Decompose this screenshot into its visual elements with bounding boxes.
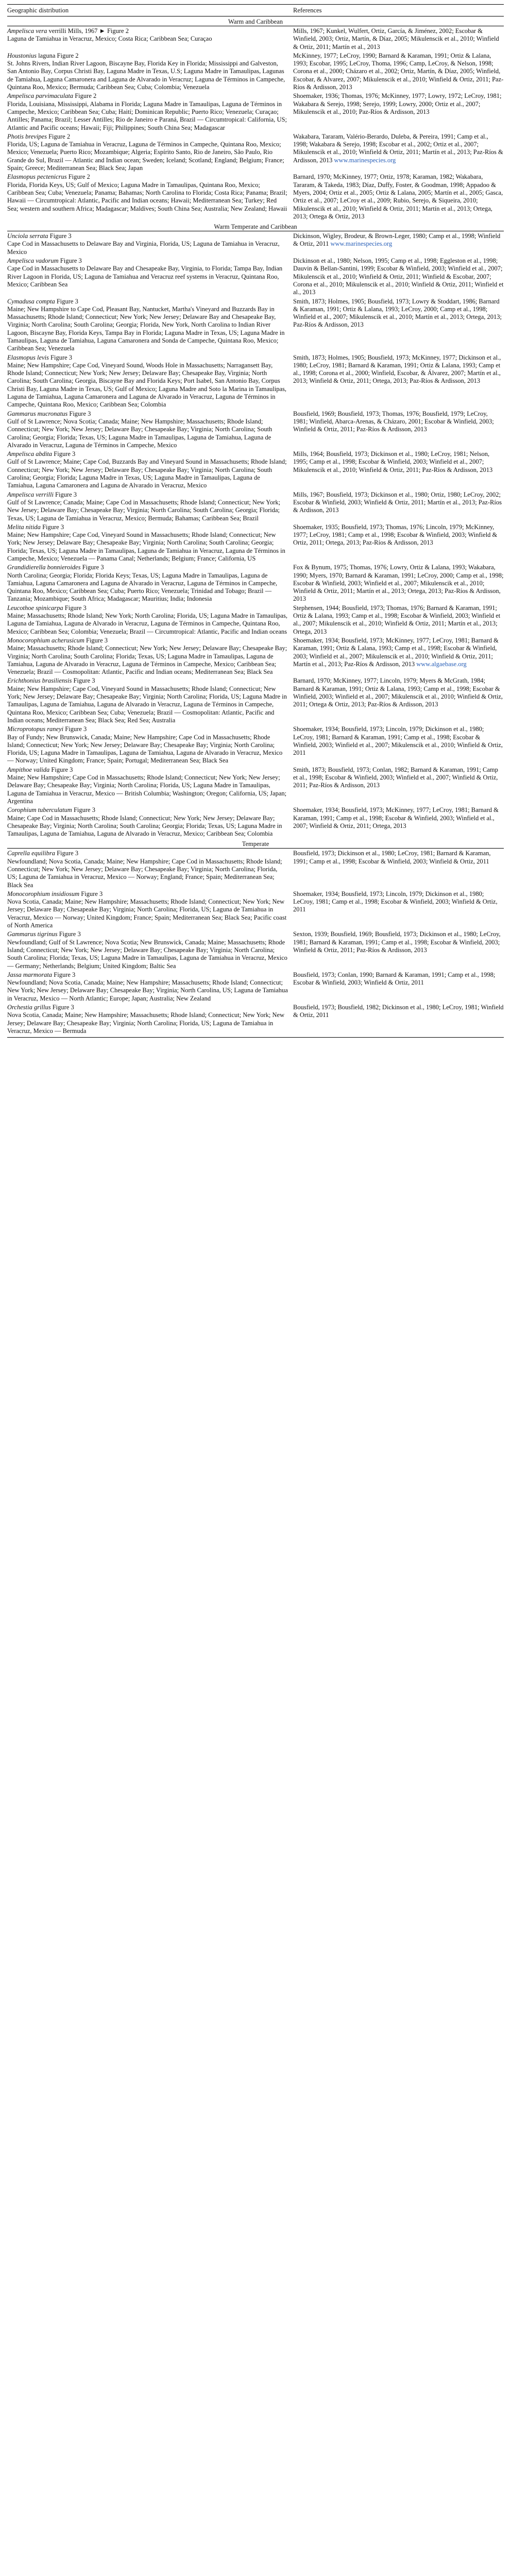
table-body (7, 16, 504, 1036)
species-name: Monocorophium acherusicum (7, 636, 84, 644)
references-text: Shoemaker, 1936; Thomas, 1976; McKinney, 1977; Lowry, 1972; LeCroy, 1981; Wakabara & Serejo, 1998; Serejo, 1999; Lowry, 2000; Ortiz et al., 2007; Mikulenscik et al., 2010; Paz-Ríos & Ardisson, 2013 (293, 92, 502, 115)
distribution-cell (7, 564, 293, 603)
references-cell (293, 604, 504, 636)
references-cell (293, 523, 504, 563)
distribution-cell (7, 491, 293, 522)
distribution-text: Maine; Massachusetts; Rhode Island; Connecticut; New York; New Jersey; Delaware Bay; Chesapeake Bay; Virginia; North Carolina; South Carolina; Florida; Texas, US; Laguna Madre in Tamaulipas, Laguna de Tamiahua, Laguna de Alvarado in Veracruz, Laguna de Términos in Campeche, Mexico; Caribbean Sea; Venezuela; Brazil — Cosmopolitan: Atlantic, Pacific and Indian oceans; Mediterranean Sea; Black Sea (7, 645, 287, 676)
distribution-text: Newfoundland; Gulf of St Lawrence; Nova Scotia; New Brunswick, Canada; Maine; Massachusetts; Rhode Island; Connecticut; New York; New Jersey; Delaware Bay; Chesapeake Bay; Virginia; North Carolina; South Carolina; Florida; Texas, US; Laguna Madre in Tamaulipas, Laguna de Tamiahua in Veracruz, Mexico — Germany; Netherlands; Belgium; United Kingdom; Baltic Sea (7, 938, 287, 970)
table-row (7, 806, 504, 839)
distribution-text: Gulf of St Lawrence; Canada; Maine; Cape Cod in Massachusetts; Rhode Island; Connecticut; New York; New Jersey; Delaware Bay; Chesapeake Bay; Virginia; North Carolina; South Carolina; Georgia; Florida; Texas, US; Laguna de Tamiahua in Veracruz, Mexico; Bermuda; Bahamas; Caribbean Sea; Brazil (7, 498, 281, 522)
references-cell (293, 173, 504, 221)
distribution-cell (7, 890, 293, 929)
table-row (7, 450, 504, 490)
references-cell (293, 354, 504, 409)
distribution-text: Nova Scotia, Canada; Maine; New Hampshire; Massachusetts; Rhode Island; Connecticut; New York; New Jersey; Delaware Bay; Chesapeake Bay; Virginia; North Carolina; Florida, US; Laguna de Tamiahua in Veracruz, Mexico — Bermuda (7, 1011, 285, 1035)
references-text: Wakabara, Tararam, Valério-Berardo, Duleba, & Pereira, 1991; Camp et al., 1998; Wakabara & Serejo, 1998; Escobar et al., 2002; Ortiz et al., 2007; Mikulenscik et al., 2010; Winfield & Ortiz, 2011; Martín et al., 2013; Paz-Ríos & Ardisson, 2013 (293, 132, 503, 164)
distribution-text: Maine; Cape Cod in Massachusetts; Rhode Island; Connecticut; New York; New Jersey; Delaware Bay; Chesapeake Bay; Virginia; North Carolina; South Carolina; Georgia; Florida; Texas, US; Laguna Madre in Tamaulipas, Laguna de Tamiahua, Laguna de Alvarado in Veracruz, Mexico; Caribbean Sea; Colombia (7, 814, 282, 838)
table-row (7, 27, 504, 52)
species-authority: Figure 3 (60, 257, 82, 265)
references-cell (293, 491, 504, 522)
table-row (7, 637, 504, 677)
distribution-cell (7, 930, 293, 970)
species-name: Jassa marmorata (7, 971, 53, 978)
references-text: Fox & Bynum, 1975; Thomas, 1976; Lowry, Ortiz & Lalana, 1993; Wakabara, 1990; Myers, 1970; Barnard & Karaman, 1991; LeCroy, 2000; Camp et al., 1998; Escobar & Winfield, 2003; Winfield et al., 2007; Mikulenscik et al., 2010; Winfield & Ortiz, 2011; Martín et al., 2013; Ortega, 2013; Paz-Ríos & Ardisson, 2013 (293, 564, 504, 603)
distribution-text: Nova Scotia, Canada; Maine; New Hampshire; Massachusetts; Rhode Island; Connecticut; New York; New Jersey; Delaware Bay; Chesapeake Bay; Virginia; North Carolina; Florida, US; Laguna de Tamiahua in Veracruz, Mexico — Norway; United Kingdom; France; Spain; Mediterranean Sea; Black Sea; Pacific coast of North America (7, 898, 287, 929)
distribution-text: Newfoundland; Nova Scotia, Canada; Maine; New Hampshire; Massachusetts; Rhode Island; Connecticut; New York; New Jersey; Delaware Bay; Chesapeake Bay; Virginia; North Carolina, US; Laguna de Tamiahua in Veracruz, Mexico — North Atlantic; Europe; Japan; Australia; New Zealand (7, 979, 288, 1002)
bottom-rule (7, 1037, 504, 1038)
references-cell (293, 298, 504, 353)
distribution-text: Maine; New Hampshire; Cape Cod, Vineyard Sound in Massachusetts; Rhode Island; Connecticut; New York; New Jersey; Delaware Bay; Chesapeake Bay; Virginia; North Carolina; Florida, US; Laguna Madre in Tamaulipas, Laguna de Tamiahua, Laguna de Alvarado in Veracruz, Laguna de Términos in Campeche, Quintana Roo, Mexico; Caribbean Sea; Cuba; Venezuela; Brazil — Cosmopolitan: Atlantic, Pacific and Indian oceans; Mediterranean Sea; Black Sea; Red Sea; Australia (7, 685, 287, 724)
references-cell (293, 637, 504, 676)
references-text: Shoemaker, 1934; Bousfield, 1973; McKinney, 1977; LeCroy, 1981; Barnard & Karaman, 1991; Camp et al., 1998; Escobar & Winfield, 2003; Winfield et al., 2007; Winfield & Ortiz, 2011; Ortega, 2013 (293, 806, 499, 829)
table-row (7, 890, 504, 930)
references-text: Mills, 1967; Kunkel, Wulfert, Ortiz, García, & Jiménez, 2002; Escobar & Winfield, 2003; Ortiz, Martín, & Díaz, 2005; Mikulenscik et al., 2010; Winfield & Ortiz, 2011; Martín et al., 2013 (293, 27, 499, 50)
references-cell (293, 232, 504, 256)
table-row (7, 677, 504, 725)
references-cell (293, 930, 504, 970)
references-text: Bousfield, 1969; Bousfield, 1973; Thomas, 1976; Bousfield, 1979; LeCroy, 1981; Winfield, Abarca-Arenas, & Cházaro, 2001; Escobar & Winfield, 2003; Winfield & Ortiz, 2011; Paz-Ríos & Ardisson, 2013 (293, 410, 494, 433)
distribution-text: Maine; New Hampshire; Cape Cod, Vineyard Sound in Massachusetts; Rhode Island; Connecticut; New York; New Jersey; Delaware Bay; Chesapeake Bay; Virginia; North Carolina; South Carolina; Georgia; Florida; Texas, US; Laguna Madre in Tamaulipas, Laguna de Tamiahua in Veracruz, Laguna de Términos in Campeche, Mexico; Venezuela — Panama Canal; Netherlands; Belgium; France; California, US (7, 531, 285, 562)
distribution-text: Cape Cod in Massachusetts to Delaware Bay and Chesapeake Bay, Virginia, to Florida; Tampa Bay, Indian River Lagoon in Florida, US; Laguna de Tamiahua and Veracruz reef systems in Veracruz, Quintana Roo, Mexico; Caribbean Sea (7, 265, 283, 288)
species-name: Ampelisca parvimaculata (7, 92, 74, 100)
references-text: Mills, 1967; Bousfield, 1973; Dickinson et al., 1980; Ortiz, 1980; LeCroy, 2002; Escobar & Winfield, 2003; Winfield & Ortiz, 2011; Martín et al., 2013; Paz-Ríos & Ardisson, 2013 (293, 490, 502, 514)
distribution-text: Bay of Fundy; New Brunswick, Canada; Maine; New Hampshire; Cape Cod in Massachusetts; Rhode Island; Connecticut; New York; New Jersey; Delaware Bay; Chesapeake Bay; Virginia; North Carolina; Florida, US; Laguna Madre in Tamaulipas, Laguna de Tamiahua, Laguna de Alvarado in Veracruz, Mexico — Norway; United Kingdom; France; Spain; Portugal; Mediterranean Sea; Black Sea (7, 733, 283, 765)
distribution-cell (7, 725, 293, 765)
distribution-cell (7, 604, 293, 636)
references-cell (293, 52, 504, 91)
species-name: Gammarus mucronatus (7, 410, 68, 417)
species-authority: Figure 3 (81, 890, 103, 897)
distribution-cell (7, 133, 293, 172)
distribution-text: St. Johns Rivers, Indian River Lagoon, Biscayne Bay, Florida Key in Florida; Mississippi and Galveston, San Antonio Bay, Corpus Christi Bay, Laguna Madre in Texas, U.S; Laguna Madre in Tamaulipas, Lagunas de Tamiahua, Laguna Camaronera and Laguna de Alvarado in Veracruz; Laguna de Términos in Campeche, Quintana Roo, Mexico; Bermuda; Caribbean Sea; Cuba; Colombia; Venezuela (7, 60, 285, 91)
distribution-text: Florida, Florida Keys, US; Gulf of Mexico; Laguna Madre in Tamaulipas, Quintana Roo, Mexico; Caribbean Sea; Cuba; Venezuela; Panama; Bahamas; North Carolina to Florida; Costa Rica; Panama; Brazil; Hawaii — Circumtropical: Atlantic, Pacific and Indian oceans; Hawaii; Mediterranean Sea; Turkey; Red Sea; western and southern Africa; Madagascar; Maldives; South China Sea; Australia; New Zealand; Hawaii (7, 181, 287, 212)
references-cell (293, 806, 504, 838)
species-name: Melita nitida (7, 523, 41, 531)
distribution-text: Florida, US; Laguna de Tamiahua in Veracruz, Laguna de Términos in Campeche, Quintana Roo, Mexico; Mexico; Venezuela; Puerto Rico; Mozambique; Algeria; Espírito Santo, Rio de Janeiro, São Paulo, Rio Grande do Sul, Brazil — Atlantic and Indian ocean; Sweden; Iceland; Scotland; England; Belgium; France; Spain; Greece; Mediterranean Sea; Black Sea; Japan (7, 141, 284, 172)
species-name: Gammarus tigrinus (7, 930, 58, 938)
distribution-cell (7, 354, 293, 409)
references-text: Shoemaker, 1935; Bousfield, 1973; Thomas, 1976; Lincoln, 1979; McKinney, 1977; LeCroy, 1981; Camp et al., 1998; Escobar & Winfield, 2003; Winfield & Ortiz, 2011; Ortega, 2013; Paz-Ríos & Ardisson, 2013 (293, 523, 498, 547)
table-row (7, 930, 504, 971)
references-cell (293, 257, 504, 296)
species-authority: Figure 3 (65, 725, 87, 733)
table-row (7, 491, 504, 523)
distribution-text: Maine; Massachusetts; Rhode Island; New York; North Carolina; Florida, US; Laguna Madre in Tamaulipas, Laguna de Tamiahua, Laguna de Alvarado in Veracruz, Laguna de Términos in Campeche, Quintana Roo, Mexico; Caribbean Sea; Colombia; Venezuela; Brazil — Circumtropical: Atlantic, Pacific and Indian oceans (7, 612, 287, 635)
distribution-cell (7, 232, 293, 256)
table-row (7, 354, 504, 410)
distribution-cell (7, 850, 293, 889)
references-text: Barnard, 1970; McKinney, 1977; Lincoln, 1979; Myers & McGrath, 1984; Barnard & Karaman, 1991; Ortiz & Lalana, 1993; Camp et al., 1998; Escobar & Winfield, 2003; Winfield et al., 2007; Mikulenscik et al., 2010; Winfield & Ortiz, 2011; Ortega & Ortiz, 2013; Paz-Ríos & Ardisson, 2013 (293, 677, 503, 708)
table-row (7, 298, 504, 354)
species-name: Orchestia grillus (7, 1004, 51, 1011)
references-text: McKinney, 1977; LeCroy, 1990; Barnard & Karaman, 1991; Ortiz & Lalana, 1993; Escobar, 1995; LeCroy, Thoma, 1996; Camp, LeCroy, & Nelson, 1998; Corona et al., 2000; Cházaro et al., 2002; Ortiz, Martín, & Díaz, 2005; Winfield, Escobar, & Alvarez, 2007; Mikulenscik et al., 2010; Winfield & Ortiz, 2011; Paz-Ríos & Ardisson, 2013 (293, 52, 504, 91)
header-distribution: Geographic distribution (7, 6, 69, 14)
species-name: Houstonius (7, 52, 37, 59)
distribution-cell (7, 450, 293, 489)
references-text: Bousfield, 1973; Bousfield, 1982; Dickinson et al., 1980; LeCroy, 1981; Winfield & Ortiz, 2011 (293, 1004, 504, 1019)
table-row (7, 604, 504, 637)
species-name: Photis brevipes (7, 132, 47, 140)
distribution-cell (7, 92, 293, 131)
references-text: Smith, 1873; Holmes, 1905; Bousfield, 1973; Lowry & Stoddart, 1986; Barnard & Karaman, 1991; Ortiz & Lalana, 1993; LeCroy, 2000; Camp et al., 1998; Winfield et al., 2007; Mikulenscik et al., 2010; Martín et al., 2013; Ortega, 2013; Paz-Ríos & Ardisson, 2013 (293, 297, 502, 329)
table-row (7, 257, 504, 297)
distribution-text: Maine; New Hampshire; Cape Cod in Massachusetts; Rhode Island; Connecticut; New York; New Jersey; Delaware Bay; Chesapeake Bay; Virginia; North Carolina; Florida, US; Laguna Madre in Tamaulipas, Laguna de Tamiahua in Veracruz, Mexico — British Columbia; Washington; Oregon; California, US; Japan; Argentina (7, 774, 287, 805)
species-name: Ampelisca verrilli (7, 490, 54, 498)
references-cell (293, 27, 504, 51)
species-authority: Figure 3 (51, 766, 73, 773)
references-cell (293, 890, 504, 929)
references-cell (293, 677, 504, 724)
table-row (7, 725, 504, 766)
table-row (7, 1004, 504, 1036)
species-authority: Figure 3 (42, 523, 64, 531)
section-rule (7, 848, 504, 849)
distribution-text: Laguna de Tamiahua in Veracruz, Mexico; Costa Rica; Caribbean Sea; Curaçao (7, 35, 212, 43)
distribution-cell (7, 52, 293, 91)
distribution-cell (7, 410, 293, 449)
distribution-cell (7, 173, 293, 221)
table-row (7, 133, 504, 173)
references-cell (293, 410, 504, 449)
reference-link[interactable]: www.marinespecies.org (330, 240, 393, 248)
distribution-text: Maine; New Hampshire to Cape Cod, Pleasant Bay, Nantucket, Martha's Vineyard and Buzzards Bay in Massachusetts; Rhode Island; Connecticut; New York; New Jersey; Delaware Bay and Chesapeake Bay, Virginia; North Carolina; South Carolina; Georgia; Florida, New York, North Carolina to Indian River Lagoon, Biscayne Bay, Florida Keys, Tampa Bay in Florida; Laguna Madre in Texas, US; Laguna Madre in Tamaulipas, Laguna de Tamiahua, Laguna Camaronera and Sonda de Campeche, Quintana Roo, Mexico; Caribbean Sea; Venezuela (7, 305, 285, 352)
references-text: Smith, 1873; Holmes, 1905; Bousfield, 1973; McKinney, 1977; Dickinson et al., 1980; LeCroy, 1981; Barnard & Karaman, 1991; Ortiz & Lalana, 1993; Camp et al., 1998; Corona et al., 2000; Winfield, Escobar, & Álvarez, 2007; Martín et al., 2013; Winfield & Ortiz, 2011; Ortega, 2013; Paz-Ríos & Ardisson, 2013 (293, 353, 501, 385)
species-name: Ampelisca vera (7, 27, 47, 35)
species-authority: Figure 3 (86, 636, 108, 644)
species-name: Caprella equilibra (7, 850, 55, 857)
table-row (7, 766, 504, 806)
references-text: Shoemaker, 1934; Bousfield, 1973; Lincoln, 1979; Dickinson et al., 1980; LeCroy, 1981; Camp et al., 1998; Escobar & Winfield, 2003; Winfield & Ortiz, 2011 (293, 890, 498, 913)
references-text: Barnard, 1970; McKinney, 1977; Ortiz, 1978; Karaman, 1982; Wakabara, Tararam, & Takeda, 1983; Díaz, Duffy, Foster, & Goodman, 1998; Appadoo & Myers, 2004; Ortiz et al., 2005; Ortiz & Lalana, 2005; Martín et al., 2005; Gasca, Ortiz et al., 2007; LeCroy et al., 2009; Rubio, Serejo, & Siqueira, 2010; Mikulenscik et al., 2010; Winfield & Ortiz, 2011; Martín et al., 2013; Ortega, 2013; Ortega & Ortiz, 2013 (293, 173, 503, 220)
distribution-cell (7, 27, 293, 51)
references-text: Smith, 1873; Bousfield, 1973; Conlan, 1982; Barnard & Karaman, 1991; Camp et al., 1998; Escobar & Winfield, 2003; Winfield et al., 2007; Winfield & Ortiz, 2011; Paz-Ríos & Ardisson, 2013 (293, 766, 498, 789)
distribution-cell (7, 637, 293, 676)
reference-link[interactable]: www.algaebase.org (416, 660, 467, 668)
species-authority: Figure 3 (54, 971, 76, 978)
distribution-text: Gulf of St Lawrence; Nova Scotia; Canada; Maine; New Hampshire; Massachusetts; Rhode Island; Connecticut; New York; New Jersey; Delaware Bay; Chesapeake Bay; Virginia; North Carolina; South Carolina; Georgia; Florida; Texas, US; Laguna Madre in Tamaulipas, Laguna de Tamiahua, Laguna de Alvarado in Veracruz, Laguna de Términos in Campeche, Mexico (7, 417, 272, 449)
table-row (7, 52, 504, 92)
references-cell (293, 1004, 504, 1035)
species-authority: Figure 3 (59, 930, 81, 938)
species-authority: verrilli Mills, 1967 ► Figure 2 (48, 27, 129, 35)
references-text: Shoemaker, 1934; Bousfield, 1973; Lincoln, 1979; Dickinson et al., 1980; LeCroy, 1981; Barnard & Karaman, 1991; Camp et al., 1998; Escobar & Winfield, 2003; Winfield et al., 2007; Mikulenscik et al., 2010; Winfield & Ortiz, 2011 (293, 725, 503, 757)
references-cell (293, 725, 504, 765)
table-row (7, 92, 504, 132)
species-authority: Figure 3 (73, 677, 95, 685)
references-text: Bousfield, 1973; Conlan, 1990; Barnard & Karaman, 1991; Camp et al., 1998; Escobar & Winfield, 2003; Winfield & Ortiz, 2011 (293, 971, 496, 987)
species-authority: Figure 3 (69, 410, 91, 417)
references-cell (293, 92, 504, 131)
species-name: Ampelisca vadorum (7, 257, 59, 265)
references-cell (293, 450, 504, 489)
table-header (7, 5, 504, 16)
table-row (7, 173, 504, 222)
species-authority: Figure 3 (57, 850, 79, 857)
section-title: Warm Temperate and Caribbean (214, 223, 297, 231)
section-title: Temperate (242, 840, 269, 848)
references-cell (293, 850, 504, 889)
distribution-text: Cape Cod in Massachusetts to Delaware Bay and Virginia, Florida, US; Laguna de Tamiahua in Veracruz, Mexico (7, 240, 280, 256)
species-name: Leucothoe spinicarpa (7, 604, 63, 612)
references-text: Mills, 1964; Bousfield, 1973; Dickinson et al., 1980; LeCroy, 1981; Nelson, 1995; Camp et al., 1998; Escobar & Winfield, 2003; Winfield et al., 2007; Mikulenscik et al., 2010; Winfield & Ortiz, 2011; Paz-Ríos & Ardisson, 2013 (293, 450, 493, 473)
references-cell (293, 133, 504, 172)
species-authority: Figure 3 (64, 604, 87, 612)
species-name: Erichthonius brasiliensis (7, 677, 72, 685)
species-authority: Figure 2 (68, 173, 90, 181)
section-title: Warm and Caribbean (228, 18, 283, 25)
references-text: Shoemaker, 1934; Bousfield, 1973; McKinney, 1977; LeCroy, 1981; Barnard & Karaman, 1991; Ortiz & Lalana, 1993; Camp et al., 1998; Escobar & Winfield, 2003; Winfield et al., 2007; Mikulenscik et al., 2010; Winfield & Ortiz, 2011; Martín et al., 2013; Paz-Ríos & Ardisson, 2013 (293, 636, 499, 668)
table-row (7, 523, 504, 564)
species-authority: Figure 3 (73, 806, 95, 814)
references-cell (293, 766, 504, 805)
species-name: Microprotopus raneyi (7, 725, 64, 733)
distribution-cell (7, 523, 293, 563)
species-authority: Figure 3 (55, 490, 77, 498)
table-row (7, 564, 504, 604)
distribution-text: Gulf of St Lawrence; Maine; Cape Cod, Buzzards Bay and Vineyard Sound in Massachusetts; Rhode Island; Connecticut; New York; New Jersey; Delaware Bay; Chesapeake Bay; Virginia; North Carolina; South Carolina; Georgia; Florida; Laguna Madre in Texas, US; Laguna Madre in Tamaulipas, Laguna de Tamiahua, Laguna Camaronera and Laguna de Alvarado in Veracruz, Mexico (7, 458, 287, 489)
species-authority: Figure 3 (56, 297, 78, 305)
species-name: Ampelisca abdita (7, 450, 53, 458)
species-authority: Figure 2 (75, 92, 97, 100)
species-authority: Figure 3 (82, 564, 104, 571)
distribution-text: Florida, Louisiana, Mississippi, Alabama in Florida; Laguna Madre in Tamaulipas, Laguna de Términos in Campeche, Mexico; Caribbean Sea; Cuba; Haití; Dominican Republic; Puerto Rico; Venezuela; Curaçao; Antilles; Panama; Brazil; Lesser Antilles; Rio de Janeiro e Paraná, Brazil — Circumtropical: California, US; Atlantic and Pacific oceans; Hawaii; Fiji; Philippines; South China Sea; Madagascar (7, 100, 287, 131)
species-authority: Figure 3 (49, 232, 72, 240)
distribution-cell (7, 257, 293, 296)
distribution-text: Maine; New Hampshire; Cape Cod, Vineyard Sound, Woods Hole in Massachusetts; Narragansett Bay, Rhode Island; Connecticut; New York; New Jersey; Delaware Bay; Chesapeake Bay, Virginia; North Carolina; South Carolina; Georgia, Biscayne Bay and Florida Keys; Port Isabel, San Antonio Bay, Corpus Christi Bay, Laguna Madre in Texas, US; Gulf of Mexico; Laguna Madre and Soto la Marina in Tamaulipas, Laguna de Tamiahua, Laguna Camaronera and Laguna de Alvarado in Veracruz, Laguna de Términos in Campeche, Quintana Roo, Mexico; Caribbean Sea; Colombia (7, 361, 286, 409)
distribution-cell (7, 971, 293, 1003)
distribution-cell (7, 298, 293, 353)
species-name: Elasmopus pectenicrus (7, 173, 67, 181)
distribution-text: Newfoundland; Nova Scotia, Canada; Maine; New Hampshire; Cape Cod in Massachusetts; Rhode Island; Connecticut; New York; New Jersey; Delaware Bay; Chesapeake Bay; Virginia; North Carolina; Florida, US; Laguna de Tamiahua in Veracruz, Mexico — Norway; England; France; Spain; Mediterranean Sea; Black Sea (7, 857, 282, 889)
references-cell (293, 971, 504, 1003)
table-row (7, 850, 504, 890)
header-references: References (293, 6, 322, 14)
species-name: Cymadusa compta (7, 297, 55, 305)
species-name: Monocorophium insidiosum (7, 890, 80, 897)
species-authority: Figure 2 (48, 132, 71, 140)
species-name: Elasmopus levis (7, 353, 49, 361)
references-text: Dickinson et al., 1980; Nelson, 1995; Camp et al., 1998; Eggleston et al., 1998; Dauvin & Bellan-Santini, 1999; Escobar & Winfield, 2003; Winfield et al., 2007; Mikulenscik et al., 2010; Winfield & Ortiz, 2011; Winfield & Escobar, 2007; Corona et al., 2010; Mikulenscik et al., 2010; Winfield & Ortiz, 2011; Winfield et al., 2013 (293, 257, 504, 296)
references-text: Stephensen, 1944; Bousfield, 1973; Thomas, 1976; Barnard & Karaman, 1991; Ortiz & Lalana, 1993; Camp et al., 1998; Escobar & Winfield, 2003; Winfield et al., 2007; Mikulenscik et al., 2010; Winfield & Ortiz, 2011; Martín et al., 2013; Ortega, 2013 (293, 604, 501, 635)
species-name: Ampithoe valida (7, 766, 50, 773)
references-text: Bousfield, 1973; Dickinson et al., 1980; LeCroy, 1981; Barnard & Karaman, 1991; Camp et al., 1998; Escobar & Winfield, 2003; Winfield & Ortiz, 2011 (293, 850, 491, 865)
species-authority: Figure 3 (54, 450, 76, 458)
distribution-cell (7, 766, 293, 805)
table-row (7, 971, 504, 1004)
species-authority: Figure 3 (50, 353, 73, 361)
species-authority: Figure 3 (52, 1004, 74, 1011)
references-text: Dickinson, Wigley, Brodeur, & Brown-Leger, 1980; Camp et al., 1998; Winfield & Ortiz, 2011 (293, 232, 501, 248)
distribution-text: North Carolina; Georgia; Florida; Florida Keys; Texas, US; Laguna Madre in Tamaulipas, Laguna de Tamiahua, Laguna Camaronera and Laguna de Alvarado in Veracruz, Laguna de Términos in Campeche, Quintana Roo, Mexico; Caribbean Sea; Cuba; Puerto Rico; Venezuela; Trinidad and Tobago; Brazil — Tanzania; Mozambique; South Africa; Madagascar; Mauritius; India; Indonesia (7, 571, 278, 603)
table-row (7, 232, 504, 257)
species-name: Unciola serrata (7, 232, 48, 240)
species-name: Grandidierella bonnieroides (7, 564, 81, 571)
distribution-cell (7, 677, 293, 724)
distribution-cell (7, 806, 293, 838)
table-row (7, 410, 504, 450)
species-authority: laguna Figure 2 (38, 52, 79, 59)
references-text: Sexton, 1939; Bousfield, 1969; Bousfield, 1973; Dickinson et al., 1980; LeCroy, 1981; Barnard & Karaman, 1991; Camp et al., 1998; Escobar & Winfield, 2003; Winfield & Ortiz, 2011; Paz-Ríos & Ardisson, 2013 (293, 930, 501, 954)
reference-link[interactable]: www.marinespecies.org (334, 156, 396, 164)
references-cell (293, 564, 504, 603)
species-name: Corophium tuberculatum (7, 806, 72, 814)
distribution-cell (7, 1004, 293, 1035)
